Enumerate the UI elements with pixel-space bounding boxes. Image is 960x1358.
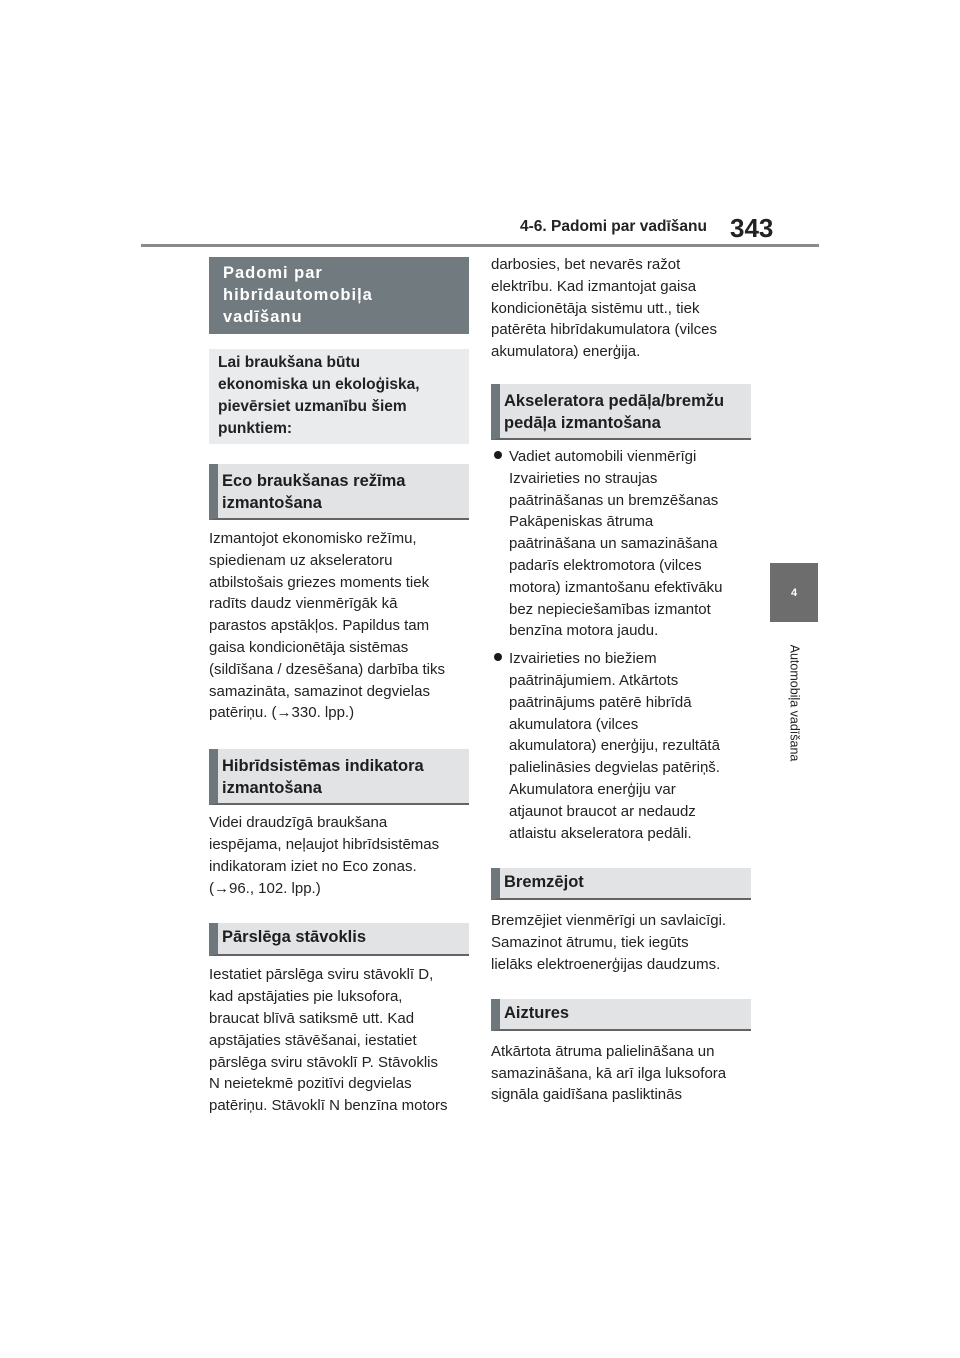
eco-mode-heading: Eco braukšanas režīma izmantošana <box>209 464 469 520</box>
braking-text: Bremzējiet vienmērīgi un savlaicīgi. Samazinot ātrumu, tiek iegūts lielāks elektroenerģijas daudzums. <box>491 912 727 973</box>
list-item <box>491 446 751 642</box>
braking-heading: Bremzējot <box>491 868 751 900</box>
pedal-usage-heading: Akseleratora pedāļa/bremžu pedāļa izmantošana <box>491 384 751 440</box>
chapter-label <box>777 632 811 774</box>
shift-position-text: Iestatiet pārslēga sviru stāvoklī D, kad apstājaties pie luksofora, braucat blīvā satiksmē utt. Kad apstājaties stāvēšanai, iestatiet pārslēga sviru stāvoklī P. Stāvoklis N neietekmē pozitīvi degvielas patēriņu. Stāvoklī N benzīna motors <box>209 966 448 1115</box>
bullet-icon <box>491 648 509 844</box>
eco-mode-text: Izmantojot ekonomisko režīmu, spiedienam uz akseleratoru atbilstošais griezes moments tiek radīts daudz vienmērīgāk kā parastos apstākļos. Papildus tam gaisa kondicionētāja sistēmas (sildīšana / dzesēšana) darbība tiks samazināta, samazinot degvielas patēriņu. (→330. lpp.) <box>209 530 445 722</box>
hybrid-indicator-heading: Hibrīdsistēmas indikatora izmantošana <box>209 749 469 805</box>
chapter-title: Automobiļa vadīšana <box>787 644 801 762</box>
delays-heading: Aiztures <box>491 999 751 1031</box>
delays-text: Atkārtota ātruma palielināšana un samazināšana, kā arī ilga luksofora signāla gaidīšana pasliktinās <box>491 1042 727 1104</box>
header-section-title: 4-6. Padomi par vadīšanu <box>520 218 707 235</box>
right-column <box>491 257 751 1106</box>
bullet-text: Izvairieties no biežiem paātrinājumiem. Atkārtots paātrinājums patērē hibrīdā akumulatora (vilces akumulatora) enerģiju, rezultātā palielināsies degvielas patēriņš. Akumulatora enerģiju var atjaunot braucot ar nedaudz atlaistu akseleratora pedāli. <box>509 650 720 842</box>
left-column <box>209 257 469 1117</box>
continued-text: darbosies, bet nevarēs ražot elektrību. Kad izmantojat gaisa kondicionētāja sistēmu utt., tiek patērēta hibrīdakumulatora (vilces akumulatora) enerģija. <box>491 256 717 361</box>
header-divider <box>141 244 819 247</box>
shift-position-heading: Pārslēga stāvoklis <box>209 923 469 956</box>
hybrid-indicator-text: Videi draudzīgā braukšana iespējama, neļaujot hibrīdsistēmas indikatoram iziet no Eco zonas. (→96., 102. lpp.) <box>209 814 440 897</box>
bullet-text: Vadiet automobili vienmērīgi Izvairieties no straujas paātrināšanas un bremzēšanas Pakāpeniskas ātruma paātrināšana un samazināšana padarīs elektromotora (vilces motora) izmantošanu efektīvāku bez nepieciešamības izmantot benzīna motora jaudu. <box>509 447 723 640</box>
intro-box: Lai braukšana būtu ekonomiska un ekoloģiska, pievērsiet uzmanību šiem punktiem: <box>209 349 469 444</box>
list-item <box>491 648 751 844</box>
main-section-title: Padomi par hibrīdautomobiļa vadīšanu <box>209 257 469 334</box>
page-number: 343 <box>730 213 774 243</box>
chapter-tab[interactable]: 4 <box>770 563 818 622</box>
bullet-icon <box>491 446 509 642</box>
